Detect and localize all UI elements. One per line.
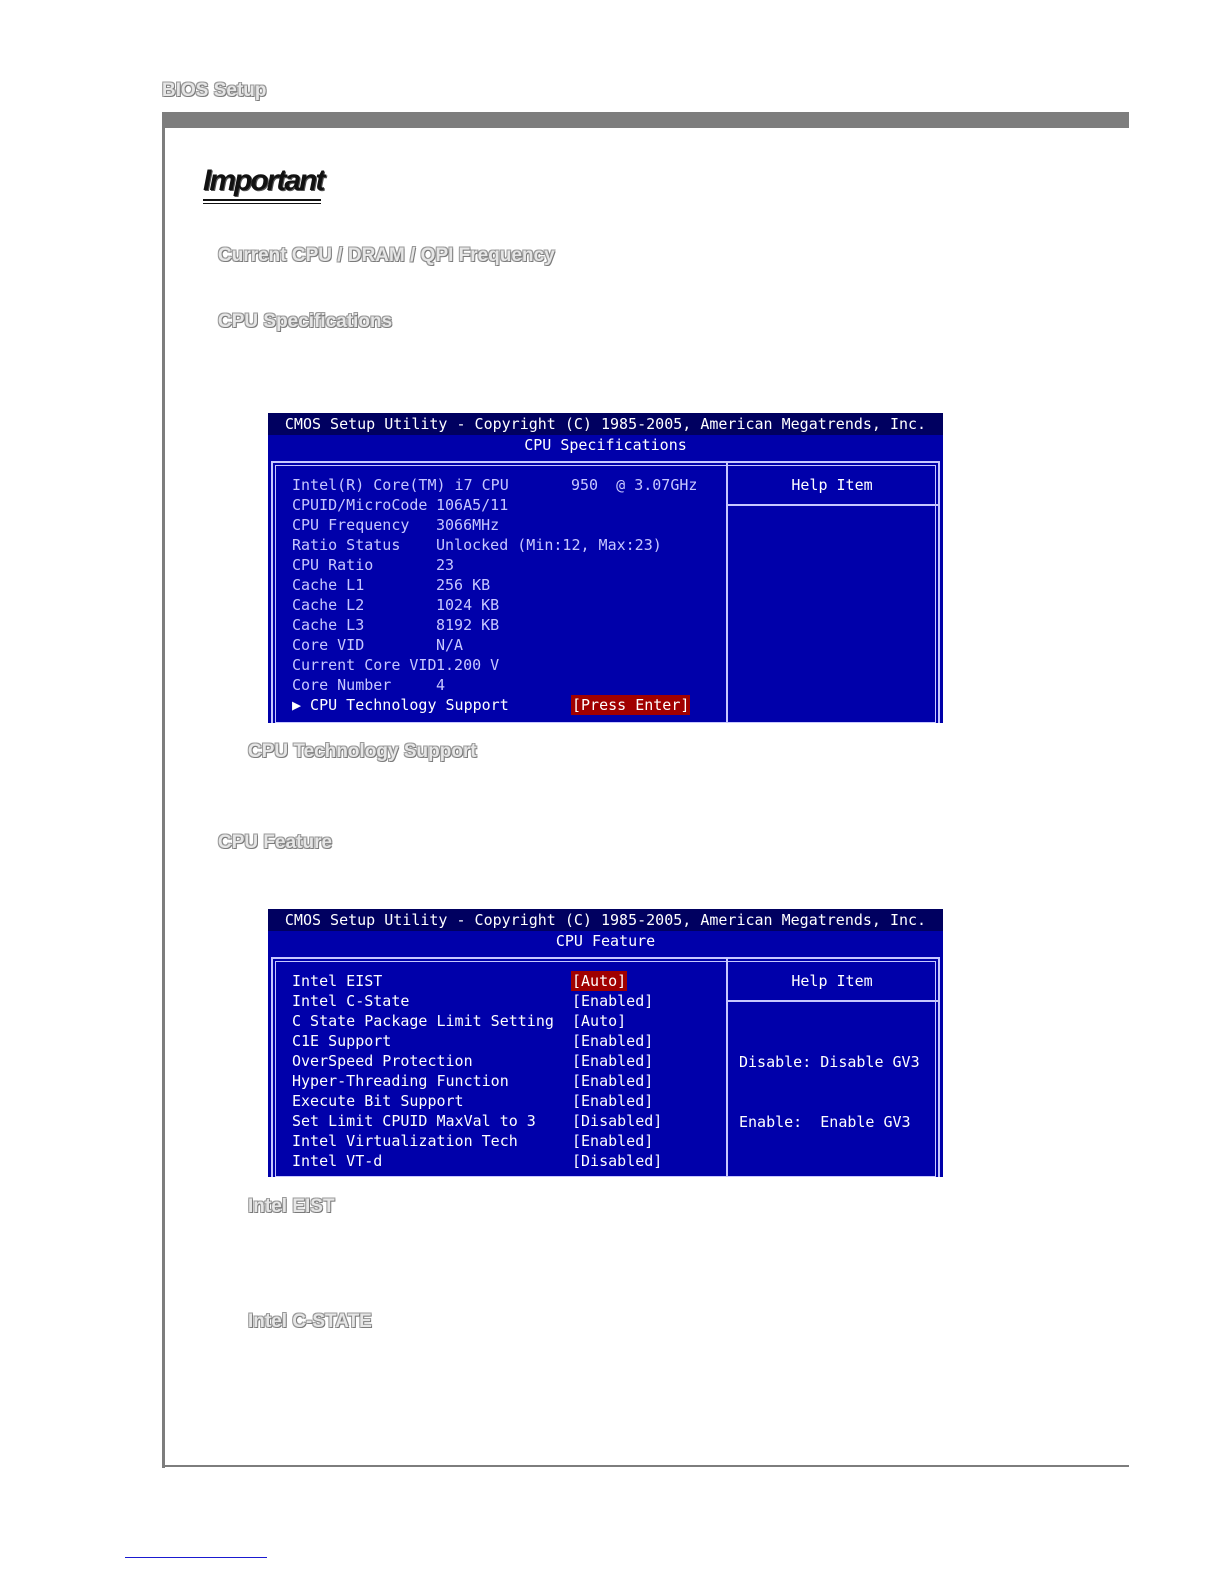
bios-copyright: CMOS Setup Utility - Copyright (C) 1985-2005, American Megatrends, Inc.	[268, 909, 943, 931]
help-item-title: Help Item	[791, 972, 873, 990]
bios-cpu-specifications-screen	[268, 413, 943, 723]
feature-label: C1E Support	[292, 1032, 392, 1050]
bios-copyright: CMOS Setup Utility - Copyright (C) 1985-2005, American Megatrends, Inc.	[268, 413, 943, 435]
cpu-technology-support-label[interactable]: ▶ CPU Technology Support	[292, 696, 509, 714]
feature-label: Intel Virtualization Tech	[292, 1132, 518, 1150]
page-header-title: BIOS Setup	[162, 80, 267, 101]
heading-intel-cstate: Intel C-STATE	[248, 1311, 372, 1332]
spec-label: CPU Frequency	[292, 516, 410, 534]
spec-label: Cache L2	[292, 596, 365, 614]
feature-label: Intel VT-d	[292, 1152, 383, 1170]
feature-value-selected[interactable]: [Auto]	[572, 972, 627, 990]
spec-value: N/A	[436, 636, 464, 654]
heading-cpu-specifications: CPU Specifications	[218, 311, 393, 332]
bios-subtitle: CPU Feature	[555, 932, 656, 950]
spec-label: Cache L1	[292, 576, 365, 594]
important-label: Important	[203, 164, 324, 197]
spec-label: Core Number	[292, 676, 392, 694]
feature-value[interactable]: [Enabled]	[572, 992, 654, 1010]
heading-intel-eist: Intel EIST	[248, 1196, 335, 1217]
spec-value: 1.200 V	[436, 656, 500, 674]
spec-value: 4	[436, 676, 446, 694]
feature-label: Hyper-Threading Function	[292, 1072, 509, 1090]
feature-value[interactable]: [Disabled]	[572, 1112, 663, 1130]
feature-label: Execute Bit Support	[292, 1092, 464, 1110]
bios-column-divider	[726, 463, 728, 723]
bios-column-divider	[726, 959, 728, 1177]
header-bar	[162, 112, 1129, 128]
spec-value: 1024 KB	[436, 596, 500, 614]
feature-value[interactable]: [Enabled]	[572, 1092, 654, 1110]
help-text	[739, 1012, 920, 1172]
feature-label: C State Package Limit Setting	[292, 1012, 554, 1030]
spec-value: 8192 KB	[436, 616, 500, 634]
feature-value[interactable]: [Enabled]	[572, 1052, 654, 1070]
bottom-rule	[162, 1465, 1129, 1467]
feature-value[interactable]: [Enabled]	[572, 1132, 654, 1150]
spec-label: Current Core VID	[292, 656, 437, 674]
spec-label: CPUID/MicroCode	[292, 496, 428, 514]
spec-label: Cache L3	[292, 616, 365, 634]
feature-value[interactable]: [Enabled]	[572, 1072, 654, 1090]
feature-value[interactable]: [Enabled]	[572, 1032, 654, 1050]
help-line: Disable: Disable GV3	[739, 1053, 920, 1071]
heading-current-frequency: Current CPU / DRAM / QPI Frequency	[218, 245, 555, 266]
help-separator	[728, 1000, 938, 1002]
spec-value: 106A5/11	[436, 496, 509, 514]
spec-label: Core VID	[292, 636, 365, 654]
feature-label: Intel EIST	[292, 972, 383, 990]
help-line: Enable: Enable GV3	[739, 1113, 911, 1131]
help-item-title: Help Item	[791, 476, 873, 494]
heading-cpu-feature: CPU Feature	[218, 832, 333, 853]
feature-label: Set Limit CPUID MaxVal to 3	[292, 1112, 536, 1130]
spec-value: 23	[436, 556, 455, 574]
important-underline-2	[203, 203, 321, 204]
spec-value: 950 @ 3.07GHz	[571, 476, 698, 494]
feature-label: Intel C-State	[292, 992, 410, 1010]
spec-label: CPU Ratio	[292, 556, 374, 574]
bios-cpu-feature-screen	[268, 909, 943, 1177]
footer-link-line	[125, 1557, 267, 1558]
heading-cpu-technology-support: CPU Technology Support	[248, 741, 477, 762]
spec-label: Intel(R) Core(TM) i7 CPU	[292, 476, 509, 494]
help-separator	[728, 504, 938, 506]
spec-value: 3066MHz	[436, 516, 500, 534]
feature-value[interactable]: [Disabled]	[572, 1152, 663, 1170]
bios-subtitle: CPU Specifications	[524, 436, 687, 454]
spec-label: Ratio Status	[292, 536, 401, 554]
feature-value[interactable]: [Auto]	[572, 1012, 627, 1030]
important-underline	[203, 199, 321, 201]
press-enter-button[interactable]: [Press Enter]	[572, 696, 690, 714]
left-rule	[162, 112, 165, 1468]
spec-value: 256 KB	[436, 576, 491, 594]
feature-label: OverSpeed Protection	[292, 1052, 473, 1070]
spec-value: Unlocked (Min:12, Max:23)	[436, 536, 662, 554]
